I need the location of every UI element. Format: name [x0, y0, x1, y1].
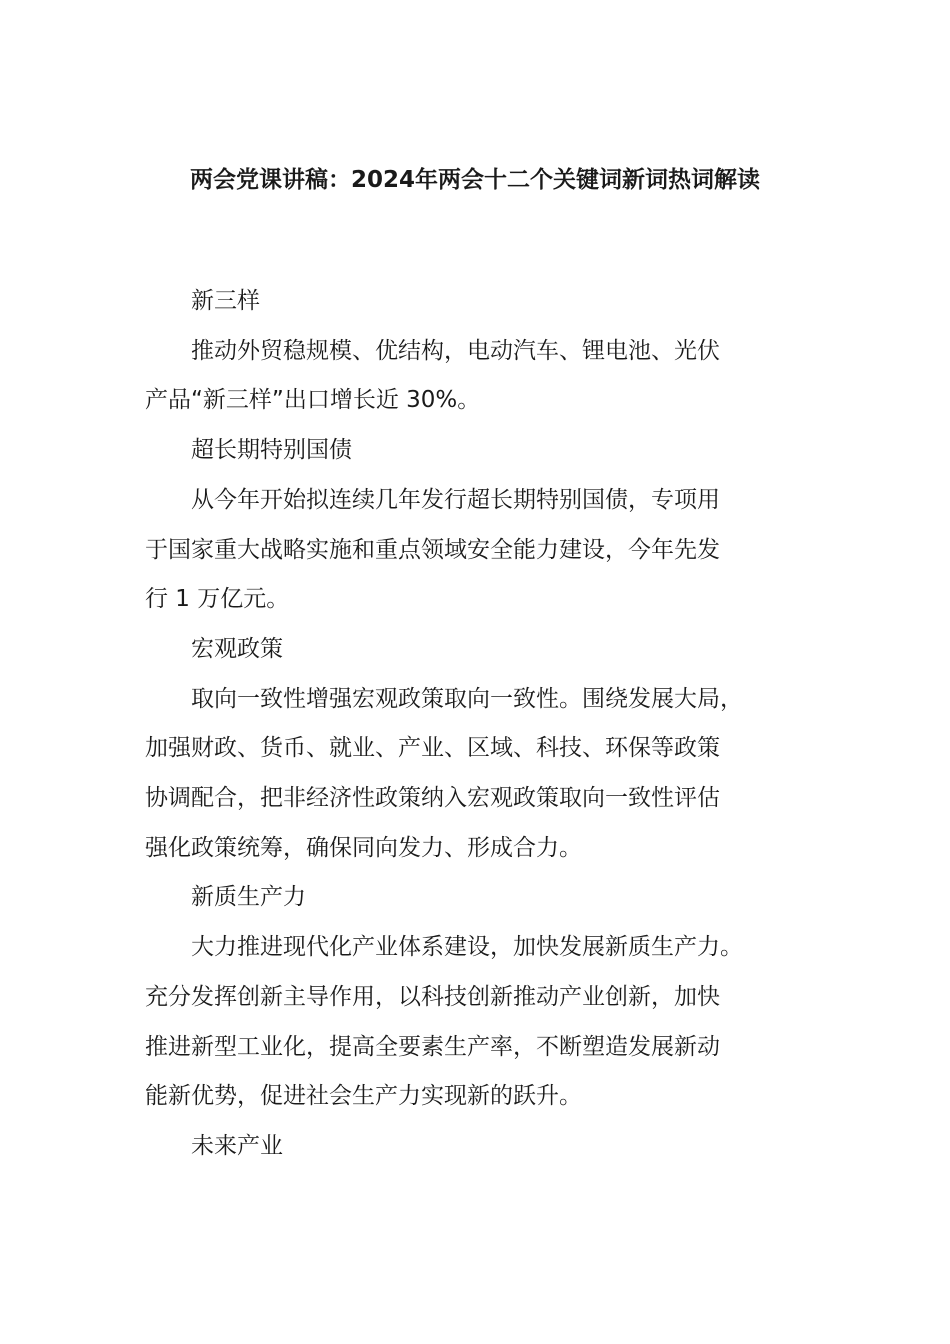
paragraph-line: 强化政策统筹，确保同向发力、形成合力。	[145, 834, 582, 861]
heading-text: 超长期特别国债	[191, 437, 352, 464]
paragraph-line: 大力推进现代化产业体系建设，加快发展新质生产力。	[191, 934, 743, 961]
heading-text: 宏观政策	[191, 635, 283, 662]
paragraph-line: 协调配合，把非经济性政策纳入宏观政策取向一致性评估	[145, 785, 720, 812]
section-paragraph-special-bonds	[145, 476, 835, 625]
document-title: 两会党课讲稿：2024年两会十二个关键词新词热词解读	[189, 167, 760, 193]
paragraph-line: 产品“新三样”出口增长近 30%。	[145, 387, 481, 414]
section-heading-macro-policy	[145, 625, 835, 675]
section-paragraph-macro-policy	[145, 675, 835, 874]
paragraph-line: 于国家重大战略实施和重点领域安全能力建设，今年先发	[145, 536, 720, 563]
section-paragraph-xinsanyang	[145, 327, 835, 426]
paragraph-line: 推进新型工业化，提高全要素生产率，不断塑造发展新动	[145, 1033, 720, 1060]
paragraph-line: 能新优势，促进社会生产力实现新的跃升。	[145, 1083, 582, 1110]
heading-text: 新质生产力	[191, 884, 306, 911]
heading-text: 新三样	[191, 288, 260, 314]
paragraph-line: 行 1 万亿元。	[145, 586, 290, 613]
paragraph-line: 充分发挥创新主导作用，以科技创新推动产业创新，加快	[145, 983, 720, 1010]
section-heading-new-productivity	[145, 873, 835, 923]
section-heading-future-industries	[145, 1122, 835, 1172]
paragraph-line: 取向一致性增强宏观政策取向一致性。围绕发展大局，	[191, 685, 743, 712]
heading-text: 未来产业	[191, 1132, 283, 1159]
paragraph-line: 推动外贸稳规模、优结构，电动汽车、锂电池、光伏	[191, 337, 720, 364]
paragraph-line: 加强财政、货币、就业、产业、区域、科技、环保等政策	[145, 735, 720, 762]
paragraph-line: 从今年开始拟连续几年发行超长期特别国债，专项用	[191, 486, 720, 513]
section-heading-xinsanyang	[145, 277, 835, 327]
section-paragraph-new-productivity	[145, 923, 835, 1122]
document-body	[145, 277, 835, 1172]
section-heading-special-bonds	[145, 426, 835, 476]
